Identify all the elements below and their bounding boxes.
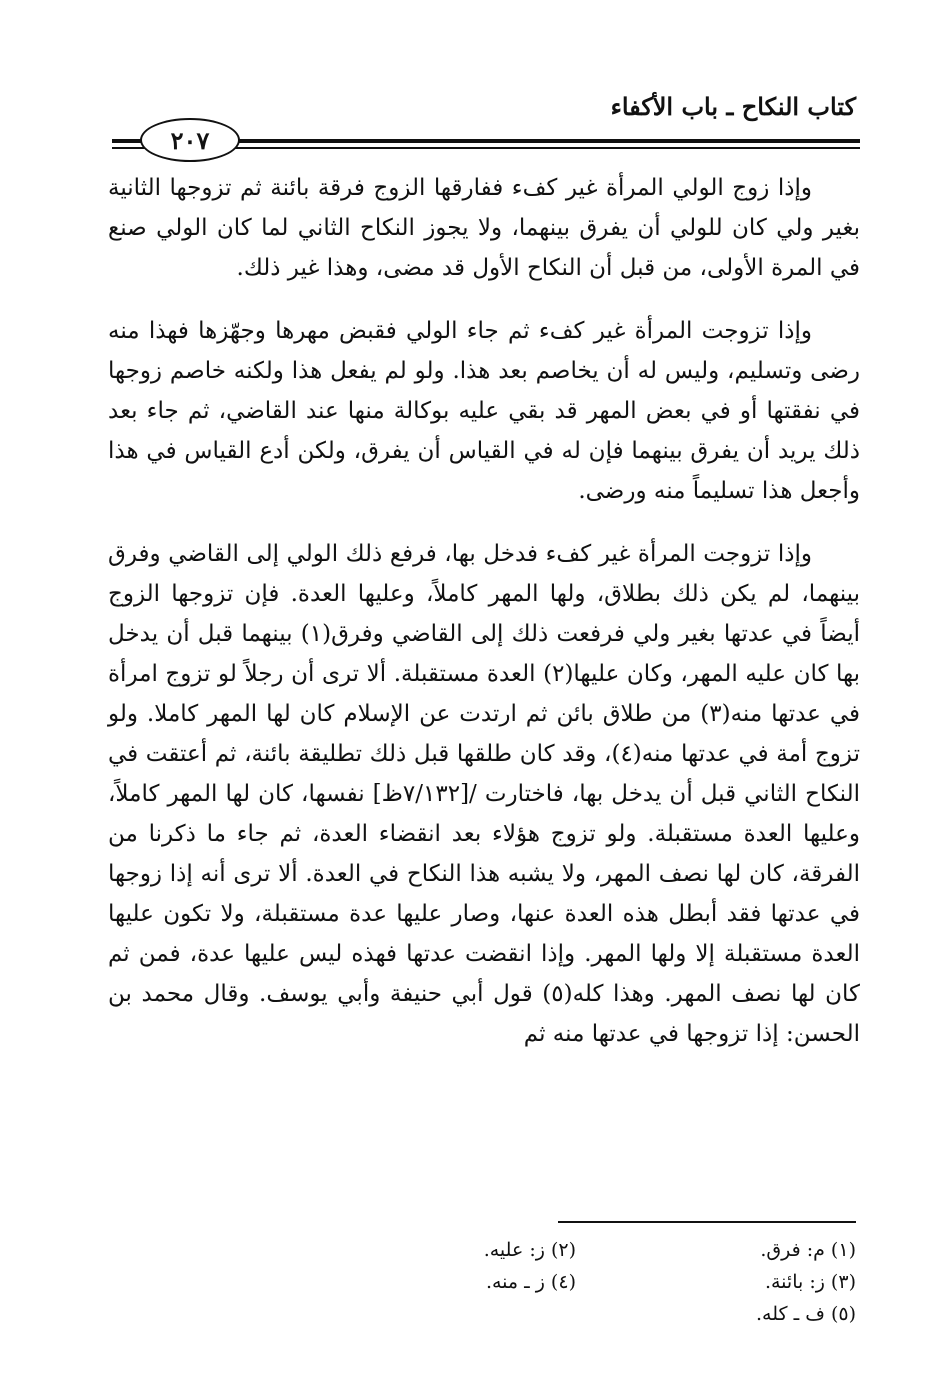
footnote-row <box>256 1298 856 1330</box>
footnote-separator <box>558 1221 856 1223</box>
footnote-3: (٣) ز: بائنة. <box>764 1271 856 1293</box>
paragraph-3: وإذا تزوجت المرأة غير كفء فدخل بها، فرفع ذلك الولي إلى القاضي وفرق بينهما، لم يكن ذلك بطلاق، ولها المهر كاملاً، وعليها العدة. فإن تزوجها الزوج أيضاً في عدتها بغير ولي فرفعت ذلك إلى القاضي وفرق(١) بينهما قبل أن يدخل بها كان عليه المهر، وكان عليها(٢) العدة مستقبلة. ألا ترى أن رجلاً لو تزوج امرأة في عدتها منه(٣) من طلاق بائن ثم ارتدت عن الإسلام كان لها المهر كاملا. ولو تزوج أمة في عدتها منه(٤)، وقد كان طلقها قبل ذلك تطليقة بائنة، ثم أعتقت في النكاح الثاني قبل أن يدخل بها، فاختارت /[٧/١٣٢ظ] نفسها، كان لها المهر كاملاً، وعليها العدة مستقبلة. ولو تزوج هؤلاء بعد انقضاء العدة، ثم جاء ما ذكرنا من الفرقة، كان لها نصف المهر، ولا يشبه هذا النكاح في العدة. ألا ترى أنه إذا زوجها في عدتها فقد أبطل هذه العدة عنها، وصار عليها عدة مستقبلة، ولا تكون عليها العدة مستقبلة إلا ولها المهر. وإذا انقضت عدتها فهذه ليس عليها عدة، فمن ثم كان لها نصف المهر. وهذا كله(٥) قول أبي حنيفة وأبي يوسف. وقال محمد بن الحسن: إذا تزوجها في عدتها منه ثم <box>108 541 861 1047</box>
footnote-4: (٤) ز ـ منه. <box>485 1271 576 1293</box>
footnotes <box>256 1234 856 1330</box>
footnote-2: (٢) ز: عليه. <box>483 1239 576 1261</box>
body-text <box>108 168 860 1077</box>
footnote-row <box>256 1234 856 1266</box>
paragraph-1: وإذا زوج الولي المرأة غير كفء ففارقها الزوج فرقة بائنة ثم تزوجها الثانية بغير ولي كان للولي أن يفرق بينهما، ولا يجوز النكاح الثاني لما كان الولي صنع في المرة الأولى، من قبل أن النكاح الأول قد مضى، وهذا غير ذلك. <box>108 175 860 281</box>
running-header-title: كتاب النكاح ـ باب الأكفاء <box>610 92 856 121</box>
footnote-row <box>256 1266 856 1298</box>
footnote-1: (١) م: فرق. <box>760 1239 856 1261</box>
paragraph-2: وإذا تزوجت المرأة غير كفء ثم جاء الولي فقبض مهرها وجهّزها فهذا منه رضى وتسليم، وليس له أن يخاصم بعد هذا. ولو لم يفعل هذا ولكنه خاصم زوجها في نفقتها أو في بعض المهر قد بقي عليه بوكالة منها عند القاضي، ثم جاء بعد ذلك يريد أن يفرق بينهما فإن له في القياس أن يفرق، ولكن أدع القياس في هذا وأجعل هذا تسليماً منه ورضى. <box>108 318 860 504</box>
footnote-5: (٥) ف ـ كله. <box>756 1303 856 1325</box>
page-number: ٢٠٧ <box>170 125 210 155</box>
page-number-badge <box>140 118 240 162</box>
